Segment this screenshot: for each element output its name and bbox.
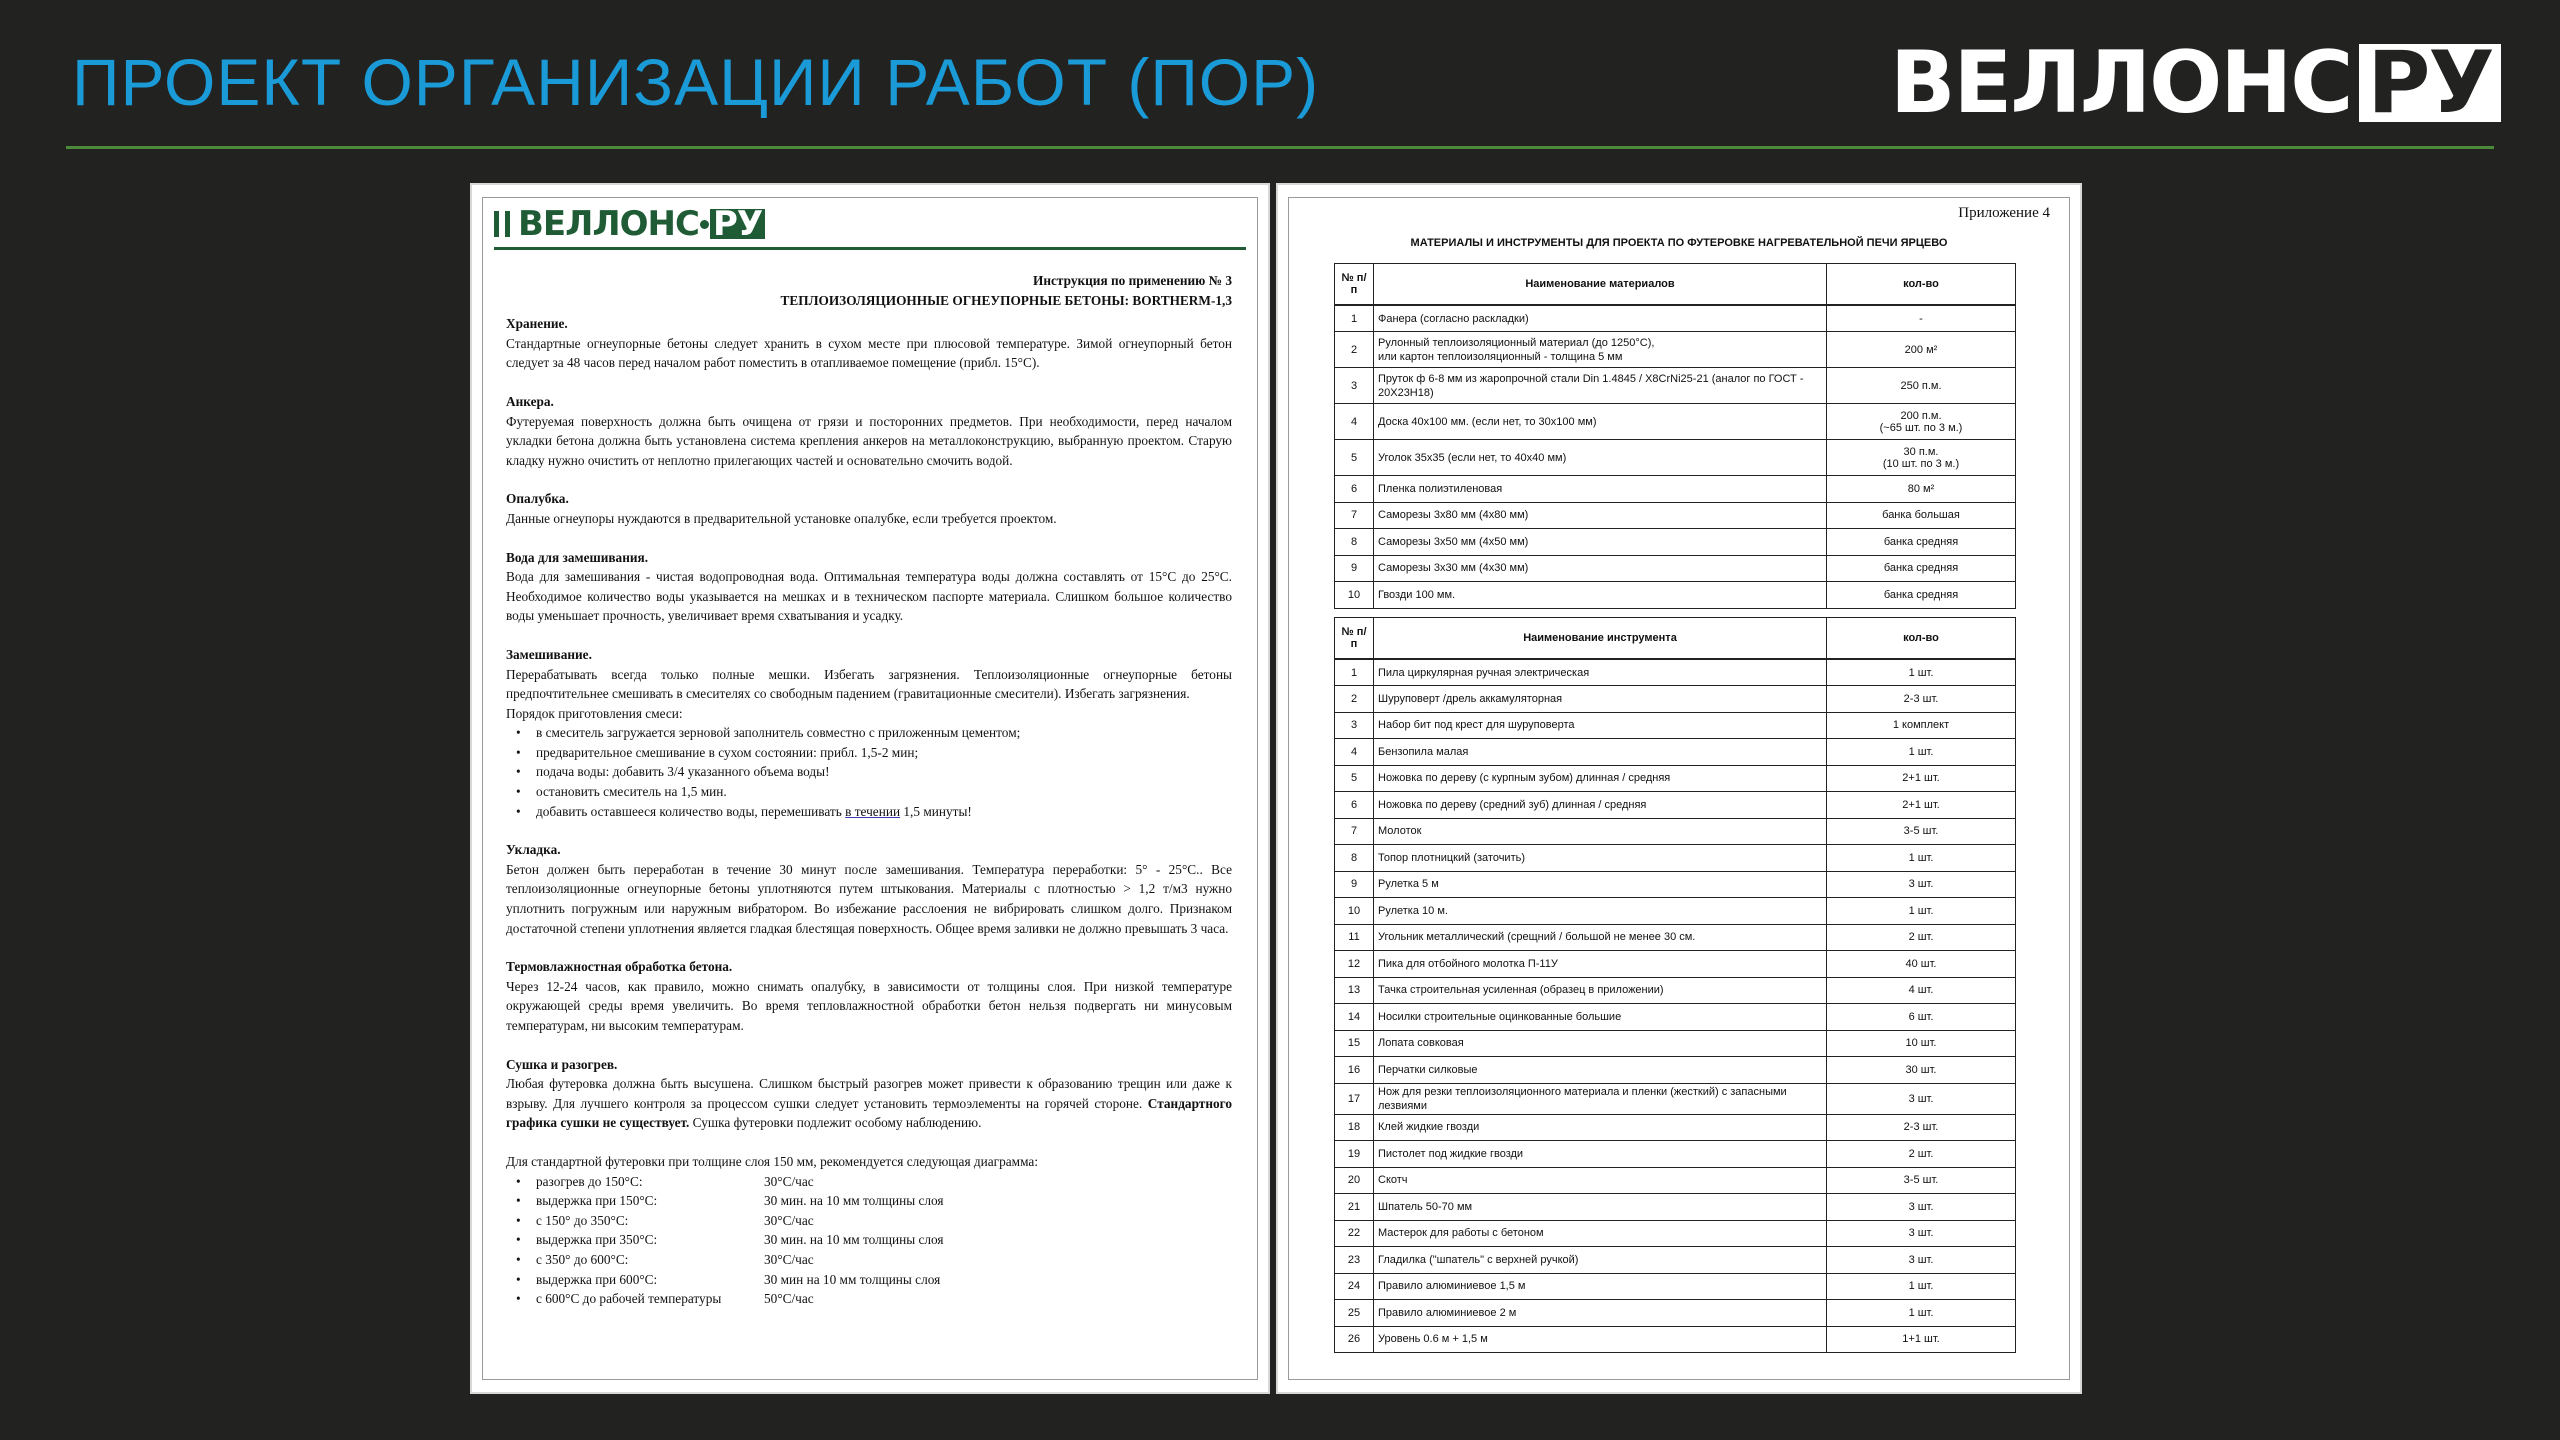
cell-qty: - [1827, 305, 2016, 332]
cell-name: Пруток ф 6-8 мм из жаропрочной стали Din 1.4845 / X8CrNi25-21 (аналог по ГОСТ - 20Х23Н18) [1374, 368, 1827, 404]
brand-logo-text: ВЕЛЛОНС [1890, 33, 2352, 133]
cell-qty: 2+1 шт. [1827, 765, 2016, 792]
table-row [1335, 1300, 2016, 1327]
cell-n: 10 [1335, 898, 1374, 925]
section-heading-mixing: Замешивание. [506, 646, 592, 662]
cell-n: 4 [1335, 404, 1374, 440]
schedule-list [506, 1172, 1232, 1309]
table-row [1335, 305, 2016, 332]
section-heading-storage: Хранение. [506, 316, 568, 332]
spelling-underline: в течении [845, 803, 901, 819]
section-heading-heat: Термовлажностная обработка бетона. [506, 959, 733, 975]
appendix-label: Приложение 4 [1958, 205, 2050, 221]
schedule-key: • выдержка при 350°С: [536, 1232, 658, 1248]
cell-qty: 30 шт. [1827, 1057, 2016, 1084]
cell-name: Носилки строительные оцинкованные большие [1374, 1004, 1827, 1031]
drying-tail: Сушка футеровки подлежит особому наблюдению. [689, 1115, 982, 1131]
schedule-key: • разогрев до 150°С: [536, 1173, 643, 1189]
schedule-value: 30°С/час [764, 1251, 814, 1267]
cell-n: 10 [1335, 582, 1374, 609]
cell-name: Нож для резки теплоизоляционного материала и пленки (жесткий) с запасными лезвиями [1374, 1083, 1827, 1114]
table-row [1335, 659, 2016, 686]
cell-qty: 2-3 шт. [1827, 1114, 2016, 1141]
schedule-value: 30 мин на 10 мм толщины слоя [764, 1271, 941, 1287]
cell-name: Клей жидкие гвозди [1374, 1114, 1827, 1141]
list-item [536, 1230, 1232, 1250]
schedule-key: • с 600°С до рабочей температуры [536, 1291, 722, 1307]
tools-table [1334, 617, 2016, 1353]
cell-name: Ножовка по дереву (с курпным зубом) длинная / средняя [1374, 765, 1827, 792]
cell-n: 16 [1335, 1057, 1374, 1084]
list-item: • подача воды: добавить 3/4 указанного объема воды! [536, 762, 1232, 782]
section-text-laying: Бетон должен быть переработан в течение 30 минут после замешивания. Температура переработки: 5° - 25°С.. Все теплоизоляционные огнеупорные бетоны уплотняются путем штыкования. Материалы с плотностью > 1,2 т/м3 нужно уплотнить погружным или наружным вибратором. Во избежание расслоения не вибрировать слишком долго. Признаком достаточной степени уплотнения является гладкая блестящая поверхность. Общее время заливки не должно превышать 3 часа. [506, 861, 1232, 936]
schedule-key: • с 150° до 350°С: [536, 1212, 629, 1228]
list-item [536, 1172, 1232, 1192]
cell-name: Набор бит под крест для шуруповерта [1374, 712, 1827, 739]
cell-name: Пила циркулярная ручная электрическая [1374, 659, 1827, 686]
column-header-number: № п/п [1335, 264, 1374, 306]
table-row [1335, 332, 2016, 368]
header-divider [66, 146, 2494, 149]
table-row [1335, 765, 2016, 792]
cell-name: Пистолет под жидкие гвозди [1374, 1141, 1827, 1168]
cell-name: Рулетка 10 м. [1374, 898, 1827, 925]
table-title: МАТЕРИАЛЫ И ИНСТРУМЕНТЫ ДЛЯ ПРОЕКТА ПО ФУТЕРОВКЕ НАГРЕВАТЕЛЬНОЙ ПЕЧИ ЯРЦЕВО [1410, 237, 1948, 249]
cell-qty: 250 п.м. [1827, 368, 2016, 404]
cell-name: Угольник металлический (срещний / большой не менее 30 см. [1374, 924, 1827, 951]
cell-qty: 1 шт. [1827, 845, 2016, 872]
schedule-key: • с 350° до 600°С: [536, 1251, 629, 1267]
table-row [1335, 739, 2016, 766]
section-heading-water: Вода для замешивания. [506, 549, 649, 565]
cell-qty: 3-5 шт. [1827, 818, 2016, 845]
table-row [1335, 1326, 2016, 1353]
section-text-heat: Через 12-24 часов, как правило, можно снимать опалубку, в зависимости от толщины слоя. При низкой температуре окружающей среды время увеличить. Во время тепловлажностной обработки бетон нельзя подвергать ни минусовым температурам, ни высоким температурам. [506, 978, 1232, 1033]
table-row [1335, 924, 2016, 951]
drying-text: Любая футеровка должна быть высушена. Слишком быстрый разогрев может привести к образованию трещин или даже к взрыву. Для лучшего контроля за процессом сушки следует установить термоэлементы на горячей стороне. [506, 1076, 1232, 1111]
table-row [1335, 529, 2016, 556]
section-text-anchors: Футеруемая поверхность должна быть очищена от грязи и посторонних предметов. При необходимости, перед началом укладки бетона должна быть установлена система крепления анкеров на металлоконструкцию, выбранную проектом. Старую кладку нужно очистить от неплотно прилегающих частей и основательно смочить водой. [506, 413, 1232, 468]
cell-n: 6 [1335, 792, 1374, 819]
tools-table-body [1335, 659, 2016, 1353]
column-header-number: № п/п [1335, 618, 1374, 660]
diagram-intro: Для стандартной футеровки при толщине слоя 150 мм, рекомендуется следующая диаграмма: [506, 1153, 1039, 1169]
cell-n: 12 [1335, 951, 1374, 978]
cell-n: 2 [1335, 332, 1374, 368]
cell-name: Доска 40х100 мм. (если нет, то 30х100 мм) [1374, 404, 1827, 440]
cell-qty: 80 м² [1827, 476, 2016, 503]
cell-n: 3 [1335, 712, 1374, 739]
cell-n: 7 [1335, 502, 1374, 529]
table-row [1335, 476, 2016, 503]
column-header-qty: кол-во [1827, 618, 2016, 660]
cell-qty: 10 шт. [1827, 1030, 2016, 1057]
instruction-document [470, 183, 1270, 1394]
cell-qty: банка средняя [1827, 555, 2016, 582]
section-text-water: Вода для замешивания - чистая водопроводная вода. Оптимальная температура воды должна составлять от 15°С до 25°С. Необходимое количество воды указывается на мешках и в техническом паспорте материала. Слишком большое количество воды уменьшает прочность, увеличивает время схватывания и усадку. [506, 569, 1232, 624]
cell-qty: 3 шт. [1827, 1247, 2016, 1274]
cell-qty: банка средняя [1827, 529, 2016, 556]
cell-qty: 3 шт. [1827, 871, 2016, 898]
document-rule [494, 247, 1246, 250]
cell-n: 23 [1335, 1247, 1374, 1274]
table-row [1335, 977, 2016, 1004]
cell-n: 20 [1335, 1167, 1374, 1194]
cell-name: Перчатки силковые [1374, 1057, 1827, 1084]
table-row [1335, 1220, 2016, 1247]
logo-bars-icon [494, 211, 510, 237]
column-header-name: Наименование инструмента [1374, 618, 1827, 660]
slide-title: ПРОЕКТ ОРГАНИЗАЦИИ РАБОТ (ПОР) [72, 45, 1320, 119]
cell-qty: 2-3 шт. [1827, 686, 2016, 713]
cell-n: 21 [1335, 1194, 1374, 1221]
list-item-text: добавить оставшееся количество воды, перемешивать [536, 803, 842, 819]
cell-qty: 40 шт. [1827, 951, 2016, 978]
table-row [1335, 951, 2016, 978]
table-row [1335, 582, 2016, 609]
cell-n: 25 [1335, 1300, 1374, 1327]
section-heading-laying: Укладка. [506, 842, 561, 858]
mix-steps-list [506, 723, 1232, 821]
section-text-formwork: Данные огнеупоры нуждаются в предварительной установке опалубке, если требуется проектом. [506, 510, 1057, 526]
list-item: • предварительное смешивание в сухом состоянии: прибл. 1,5-2 мин; [536, 743, 1232, 763]
column-header-qty: кол-во [1827, 264, 2016, 306]
column-header-name: Наименование материалов [1374, 264, 1827, 306]
cell-qty: 1 шт. [1827, 1300, 2016, 1327]
document-logo [494, 204, 765, 244]
cell-qty: 1 комплект [1827, 712, 2016, 739]
section-heading-drying: Сушка и разогрев. [506, 1056, 618, 1072]
schedule-value: 30°С/час [764, 1173, 814, 1189]
table-row [1335, 440, 2016, 476]
schedule-value: 30 мин. на 10 мм толщины слоя [764, 1193, 944, 1209]
cell-n: 6 [1335, 476, 1374, 503]
list-item: • остановить смеситель на 1,5 мин. [536, 782, 1232, 802]
list-item-tail: 1,5 минуты! [900, 803, 972, 819]
instruction-number: Инструкция по применению № 3 [1033, 273, 1232, 288]
table-row [1335, 1004, 2016, 1031]
table-row [1335, 1030, 2016, 1057]
table-row [1335, 818, 2016, 845]
cell-n: 11 [1335, 924, 1374, 951]
schedule-key: • выдержка при 150°С: [536, 1193, 658, 1209]
cell-n: 2 [1335, 686, 1374, 713]
list-item [536, 1289, 1232, 1309]
table-row [1335, 686, 2016, 713]
table-row [1335, 871, 2016, 898]
cell-n: 8 [1335, 529, 1374, 556]
table-row [1335, 898, 2016, 925]
materials-document [1276, 183, 2082, 1394]
cell-qty: банка средняя [1827, 582, 2016, 609]
table-row [1335, 1194, 2016, 1221]
cell-n: 3 [1335, 368, 1374, 404]
cell-name: Шуруповерт /дрель аккамуляторная [1374, 686, 1827, 713]
cell-n: 26 [1335, 1326, 1374, 1353]
table-row [1335, 1114, 2016, 1141]
table-row [1335, 845, 2016, 872]
list-item [536, 802, 1232, 822]
list-item [536, 1191, 1232, 1211]
cell-name: Гвозди 100 мм. [1374, 582, 1827, 609]
cell-qty: 30 п.м. (10 шт. по 3 м.) [1827, 440, 2016, 476]
cell-name: Лопата совковая [1374, 1030, 1827, 1057]
cell-name: Бензопила малая [1374, 739, 1827, 766]
cell-n: 15 [1335, 1030, 1374, 1057]
cell-n: 4 [1335, 739, 1374, 766]
cell-n: 24 [1335, 1273, 1374, 1300]
cell-name: Рулонный теплоизоляционный материал (до 1250°С), или картон теплоизоляционный - толщина 5 мм [1374, 332, 1827, 368]
cell-qty: 2+1 шт. [1827, 792, 2016, 819]
cell-n: 13 [1335, 977, 1374, 1004]
cell-n: 9 [1335, 555, 1374, 582]
cell-name: Пленка полиэтиленовая [1374, 476, 1827, 503]
cell-name: Рулетка 5 м [1374, 871, 1827, 898]
cell-qty: 1 шт. [1827, 739, 2016, 766]
cell-name: Правило алюминиевое 2 м [1374, 1300, 1827, 1327]
logo-dot-icon [700, 220, 709, 229]
table-row [1335, 1057, 2016, 1084]
cell-n: 5 [1335, 765, 1374, 792]
cell-qty: 4 шт. [1827, 977, 2016, 1004]
table-row [1335, 502, 2016, 529]
schedule-key: • выдержка при 600°С: [536, 1271, 658, 1287]
cell-qty: 200 м² [1827, 332, 2016, 368]
cell-name: Уголок 35х35 (если нет, то 40х40 мм) [1374, 440, 1827, 476]
cell-n: 1 [1335, 659, 1374, 686]
mix-order-label: Порядок приготовления смеси: [506, 705, 683, 721]
table-row [1335, 792, 2016, 819]
cell-name: Гладилка ("шпатель" с верхней ручкой) [1374, 1247, 1827, 1274]
cell-name: Уровень 0.6 м + 1,5 м [1374, 1326, 1827, 1353]
section-heading-anchors: Анкера. [506, 393, 554, 409]
cell-qty: 2 шт. [1827, 924, 2016, 951]
cell-n: 17 [1335, 1083, 1374, 1114]
cell-qty: 6 шт. [1827, 1004, 2016, 1031]
cell-name: Ножовка по дереву (средний зуб) длинная / средняя [1374, 792, 1827, 819]
list-item [536, 1211, 1232, 1231]
table-row [1335, 1083, 2016, 1114]
cell-n: 18 [1335, 1114, 1374, 1141]
cell-n: 19 [1335, 1141, 1374, 1168]
section-text-storage: Стандартные огнеупорные бетоны следует хранить в сухом месте при плюсовой температуре. Зимой огнеупорный бетон следует за 48 часов перед началом работ поместить в отапливаемое помещение (прибл. 15°С). [506, 335, 1232, 371]
cell-qty: 3 шт. [1827, 1083, 2016, 1114]
cell-n: 8 [1335, 845, 1374, 872]
list-item [536, 1270, 1232, 1290]
list-item [536, 1250, 1232, 1270]
document-logo-ru: РУ [710, 209, 765, 239]
cell-n: 1 [1335, 305, 1374, 332]
cell-qty: 2 шт. [1827, 1141, 2016, 1168]
cell-name: Топор плотницкий (заточить) [1374, 845, 1827, 872]
table-row [1335, 1273, 2016, 1300]
cell-qty: 3-5 шт. [1827, 1167, 2016, 1194]
cell-qty: 1+1 шт. [1827, 1326, 2016, 1353]
cell-qty: 1 шт. [1827, 898, 2016, 925]
cell-qty: 200 п.м. (~65 шт. по 3 м.) [1827, 404, 2016, 440]
cell-name: Скотч [1374, 1167, 1827, 1194]
schedule-value: 30°С/час [764, 1212, 814, 1228]
table-row [1335, 1247, 2016, 1274]
cell-name: Пика для отбойного молотка П-11У [1374, 951, 1827, 978]
cell-n: 9 [1335, 871, 1374, 898]
table-row [1335, 555, 2016, 582]
cell-name: Мастерок для работы с бетоном [1374, 1220, 1827, 1247]
materials-table-body [1335, 305, 2016, 608]
table-row [1335, 404, 2016, 440]
list-item: • в смеситель загружается зерновой заполнитель совместно с приложенным цементом; [536, 723, 1232, 743]
cell-name: Молоток [1374, 818, 1827, 845]
brand-logo [1890, 33, 2493, 133]
table-row [1335, 368, 2016, 404]
cell-name: Тачка строительная усиленная (образец в приложении) [1374, 977, 1827, 1004]
cell-name: Саморезы 3х50 мм (4х50 мм) [1374, 529, 1827, 556]
cell-n: 22 [1335, 1220, 1374, 1247]
section-text-mixing: Перерабатывать всегда только полные мешки. Избегать загрязнения. Теплоизоляционные огнеупорные бетоны предпочтительнее смешивать в смесителях со свободным падением (гравитационные смесители). Избегать загрязнения. [506, 666, 1232, 702]
cell-name: Саморезы 3х80 мм (4х80 мм) [1374, 502, 1827, 529]
document-logo-text: ВЕЛЛОНС [518, 204, 699, 244]
brand-logo-ru: РУ [2359, 44, 2500, 122]
cell-qty: 1 шт. [1827, 659, 2016, 686]
table-row [1335, 1167, 2016, 1194]
materials-table [1334, 263, 2016, 609]
cell-qty: 1 шт. [1827, 1273, 2016, 1300]
cell-qty: 3 шт. [1827, 1220, 2016, 1247]
cell-name: Фанера (согласно раскладки) [1374, 305, 1827, 332]
cell-n: 7 [1335, 818, 1374, 845]
cell-qty: 3 шт. [1827, 1194, 2016, 1221]
cell-name: Саморезы 3х30 мм (4х30 мм) [1374, 555, 1827, 582]
document-body [506, 271, 1232, 1309]
table-row [1335, 712, 2016, 739]
instruction-subtitle: ТЕПЛОИЗОЛЯЦИОННЫЕ ОГНЕУПОРНЫЕ БЕТОНЫ: BORTHERM-1,3 [780, 292, 1232, 308]
schedule-value: 50°С/час [764, 1291, 814, 1307]
cell-name: Правило алюминиевое 1,5 м [1374, 1273, 1827, 1300]
section-heading-formwork: Опалубка. [506, 491, 569, 507]
table-row [1335, 1141, 2016, 1168]
cell-n: 5 [1335, 440, 1374, 476]
cell-name: Шпатель 50-70 мм [1374, 1194, 1827, 1221]
cell-qty: банка большая [1827, 502, 2016, 529]
schedule-value: 30 мин. на 10 мм толщины слоя [764, 1232, 944, 1248]
cell-n: 14 [1335, 1004, 1374, 1031]
drying-bold: Стандартного графика сушки не существует. [506, 1095, 1232, 1131]
section-text-drying [506, 1074, 1232, 1133]
